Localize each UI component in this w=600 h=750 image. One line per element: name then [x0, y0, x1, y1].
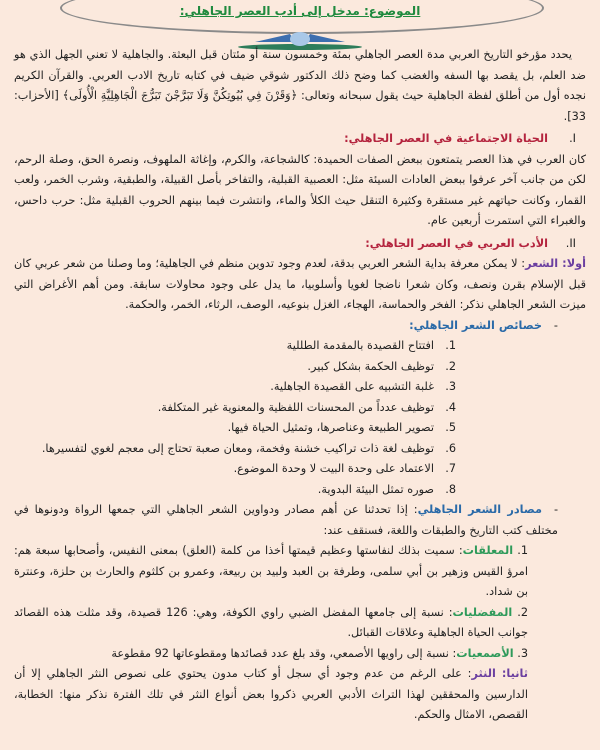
list-item: 6.توظيف لغة ذات تراكيب خشنة وفخمة، ومعان صعبة تحتاج إلى معجم لغوي لتفسيرها.	[41, 441, 456, 455]
source-item: 1. المعلقات: سميت بذلك لنفاستها وعظيم قيمتها أخذا من كلمة (العلق) بمعنى النفيس، وأصحابها سبعة هم: امرؤ القيس وزهير بن أبي سلمى، وطرفة بن العبد ولبيد بن ربيعة، وعمرو بن كلثوم والحارث بن حلزة، وعنترة بن شداد.	[14, 544, 528, 598]
intro-paragraph: يحدد مؤرخو التاريخ العربي مدة العصر الجاهلي بمئة وخمسون سنة أو مئتان قبل البعثة. والجاهلية لا تعني الجهل الذي هو ضد العلم، بل يقصد بها السفه والغضب كما وضح ذلك الدكتور شوقي ضيف في كتابه تاريخ الادب العربي. والقرآن الكريم نجده أول من أطلق لفظة الجاهلية حيث يقول سبحانه وتعالى: ﴿وَقَرْنَ فِي بُيُوتِكُنَّ وَلَا تَبَرَّجْنَ تَبَرُّجَ الْجَاهِلِيَّةِ الْأُولَى﴾ [الأحزاب: 33].	[14, 48, 586, 123]
list-item: 4.توظيف عدداً من المحسنات اللفظية والمعنوية غير المتكلفة.	[157, 400, 456, 414]
list-item: 2.توظيف الحكمة بشكل كبير.	[307, 359, 456, 373]
source-item: 2. المفضليات: نسبة إلى جامعها المفضل الضبي راوي الكوفة، وهي: 126 قصيدة، وقد مثلت هذه القصائد جوانب الحياة الجاهلية وعلاقات القبائل.	[14, 605, 528, 639]
section-2-title: الأدب العربي في العصر الجاهلي:	[365, 236, 548, 250]
poetry-body: : لا يمكن معرفة بداية الشعر العربي بدقة، لعدم وجود تدوين منظم في الجاهلية؛ وما وصلنا من شعر عربي كان قبل الإسلام بقرن ونصف، وكان شعرا ناضجا لغويا وأسلوبيا، ما يدل على وجود محاولات سابقة. ومن أهم الأغراض التي ميزت الشعر الجاهلي نذكر: الفخر والحماسة، الهجاء، الغزل بنوعيه، الوصف، الرثاء، الخمر، والحكمة.	[14, 257, 586, 311]
title-banner	[60, 0, 540, 32]
list-item: 7.الاعتماد على وحدة البيت لا وحدة الموضوع.	[233, 462, 456, 475]
features-list	[14, 336, 586, 500]
prose-label: ثانيا: النثر	[471, 667, 528, 680]
page-title: الموضوع: مدخل إلى أدب العصر الجاهلي:	[179, 4, 421, 18]
features-title: خصائص الشعر الجاهلي:	[409, 318, 542, 332]
section-1-heading	[14, 129, 586, 150]
section-1-title: الحياة الاجتماعية في العصر الجاهلي:	[344, 132, 548, 145]
poetry-label: أولا: الشعر	[525, 257, 587, 270]
prose-paragraph	[14, 664, 586, 726]
sources-paragraph: -مصادر الشعر الجاهلي: إذا تحدثنا عن أهم مصادر ودواوين الشعر الجاهلي التي جمعها الرواة ودونوها في مختلف كتب التاريخ والطبقات واللغة، فسنقف عند:	[14, 503, 559, 537]
section-1-number: I.	[569, 132, 576, 145]
sources-body: : إذا تحدثنا عن أهم مصادر ودواوين الشعر الجاهلي التي جمعها الرواة ودونوها في مختلف كتب التاريخ والطبقات واللغة، فسنقف عند:	[14, 503, 558, 537]
document-body	[14, 45, 586, 726]
section-2-number: II.	[565, 236, 576, 250]
list-item: 3.غلبة التشبيه على القصيدة الجاهلية.	[270, 380, 456, 393]
list-item: 8.صوره تمثل البيئة البدوية.	[317, 482, 456, 496]
features-heading: -خصائص الشعر الجاهلي:	[409, 318, 558, 332]
prose-body: : على الرغم من عدم وجود أي سجل أو كتاب مدون يحتوي على نصوص النثر الجاهلي إلا أن الدارسين والمحققين لهذا التراث الأدبي العربي ذكروا بعض أنواع النثر في تلك الفترة نذكر منها: الخطابة، القصص، الامثال والحكم.	[14, 667, 528, 721]
source-item: 3. الأصمعيات: نسبة إلى راويها الأصمعي، وقد بلغ عدد قصائدها ومقطوعاتها 92 مقطوعة	[111, 646, 528, 660]
sources-label: مصادر الشعر الجاهلي	[417, 503, 543, 516]
poetry-paragraph	[14, 254, 586, 316]
list-item: 1.افتتاح القصيدة بالمقدمة الطللية	[286, 339, 456, 352]
section-1-body: كان العرب في هذا العصر يتمتعون ببعض الصفات الحميدة: كالشجاعة، والكرم، وإغاثة الملهوف، ونصرة الحق، وصلة الرحم، لكن من جانب آخر عرفوا ببعض العادات السيئة مثل: العصبية القبلية، والتفاخر بأصل القبيلة، والطبقية، وشرب الخمر، ولعب القمار، وكانت حياتهم غير مستقرة وكثيرة التنقل حيث الكلأ والماء، وانتشرت فيما بينهم الحروب القبلية مثل: حرب داحس، والغبراء التي استمرت أربعين عام.	[14, 152, 586, 227]
list-item: 5.تصوير الطبيعة وعناصرها، وتمثيل الحياة فيها.	[227, 421, 456, 434]
section-2-heading	[14, 234, 586, 255]
